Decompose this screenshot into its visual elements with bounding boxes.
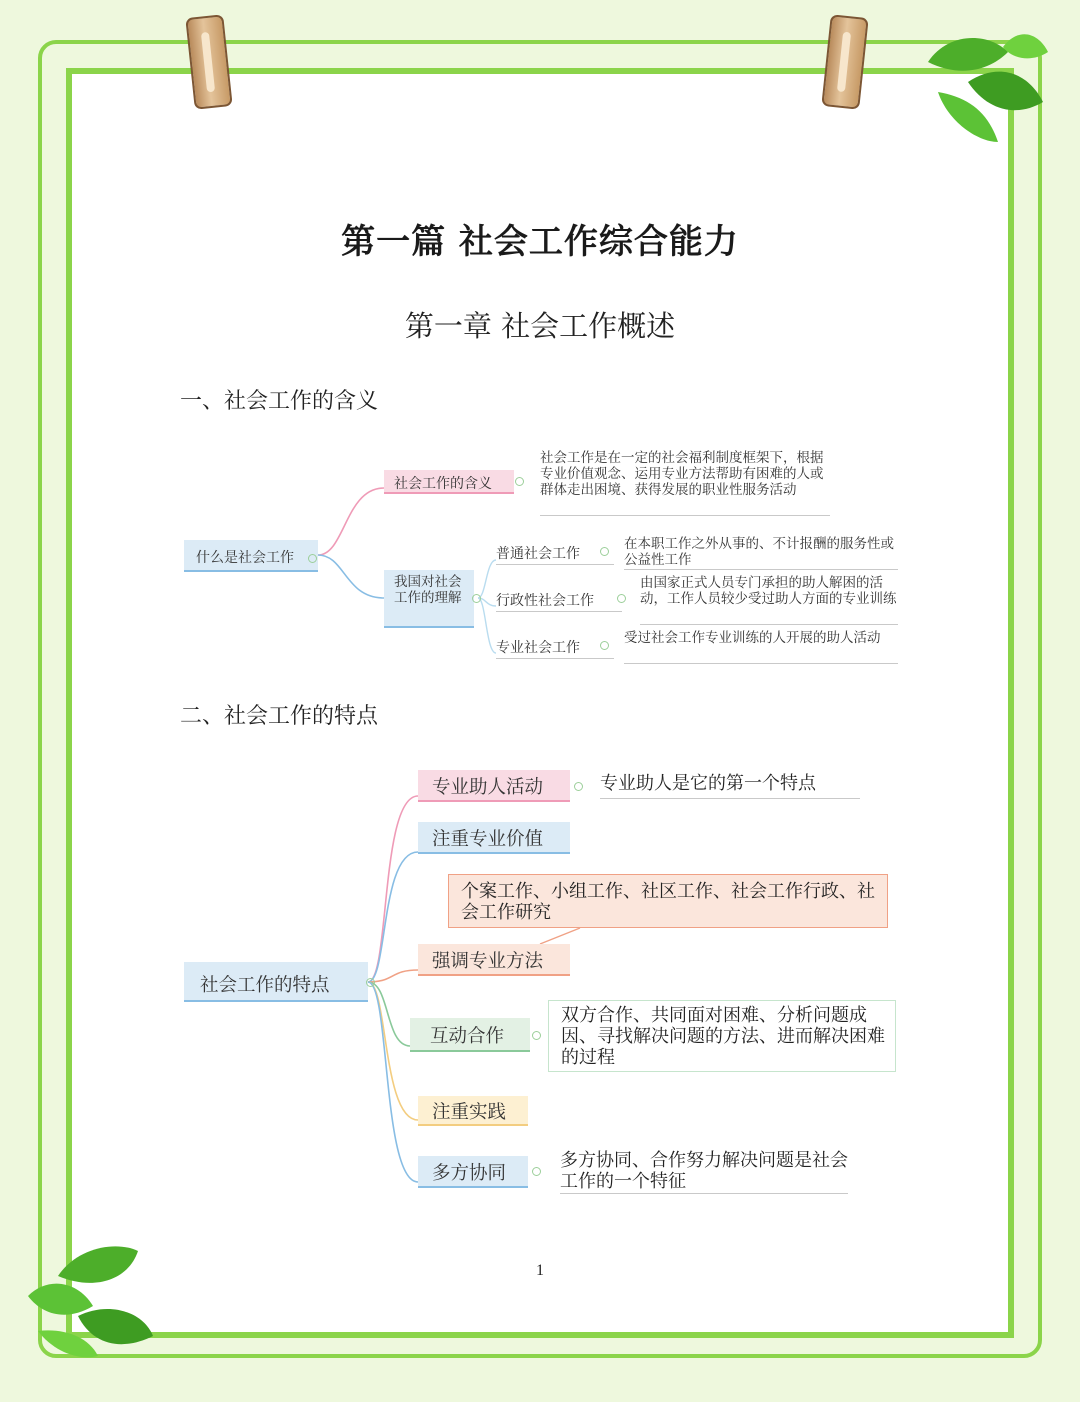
feature-node xyxy=(418,1156,528,1188)
feature-label: 注重实践 xyxy=(432,1102,507,1123)
feature-node xyxy=(410,1018,530,1052)
collapse-dot-icon xyxy=(366,978,375,987)
feature-desc: 多方协同、合作努力解决问题是社会工作的一个特征 xyxy=(560,1150,848,1192)
item-desc: 在本职工作之外从事的、不计报酬的服务性或公益性工作 xyxy=(624,536,898,570)
feature-desc: 专业助人是它的第一个特点 xyxy=(600,773,860,799)
feature-node xyxy=(418,1096,528,1126)
meaning-node xyxy=(384,470,514,494)
page-title: 第一篇 社会工作综合能力 xyxy=(341,222,739,262)
understanding-item xyxy=(496,543,614,565)
collapse-dot-icon xyxy=(472,594,481,603)
feature-label: 互动合作 xyxy=(430,1026,505,1047)
item-label: 行政性社会工作 xyxy=(496,593,594,609)
root-label: 社会工作的特点 xyxy=(200,975,330,996)
meaning-label: 社会工作的含义 xyxy=(394,476,492,492)
page-number: 1 xyxy=(536,1262,544,1279)
mindmap-root-node xyxy=(184,540,318,572)
understanding-item xyxy=(496,637,614,659)
feature-label: 专业助人活动 xyxy=(432,777,544,798)
meaning-desc: 社会工作是在一定的社会福利制度框架下，根据专业价值观念、运用专业方法帮助有困难的人或群体走出困境、获得发展的职业性服务活动 xyxy=(540,450,830,516)
item-desc: 受过社会工作专业训练的人开展的助人活动 xyxy=(624,630,898,664)
root-label: 什么是社会工作 xyxy=(196,550,294,566)
feature-label: 注重专业价值 xyxy=(432,829,544,850)
collapse-dot-icon xyxy=(515,477,524,486)
item-label: 专业社会工作 xyxy=(496,640,580,656)
collapse-dot-icon xyxy=(617,594,626,603)
feature-node xyxy=(418,944,570,976)
understanding-item xyxy=(496,590,622,612)
feature-label: 强调专业方法 xyxy=(432,951,544,972)
mindmap-root-node xyxy=(184,962,368,1002)
item-desc: 由国家正式人员专门承担的助人解困的活动，工作人员较少受过助人方面的专业训练 xyxy=(640,575,898,625)
item-label: 普通社会工作 xyxy=(496,546,580,562)
collapse-dot-icon xyxy=(600,547,609,556)
feature-node xyxy=(418,770,570,802)
understanding-node: 我国对社会工作的理解 xyxy=(384,570,474,628)
section2-heading: 二、社会工作的特点 xyxy=(180,704,379,729)
feature-desc: 双方合作、共同面对困难、分析问题成因、寻找解决问题的方法、进而解决困难的过程 xyxy=(548,1000,896,1072)
collapse-dot-icon xyxy=(532,1031,541,1040)
collapse-dot-icon xyxy=(308,554,317,563)
collapse-dot-icon xyxy=(574,782,583,791)
chapter-title: 第一章 社会工作概述 xyxy=(404,309,676,343)
collapse-dot-icon xyxy=(532,1167,541,1176)
feature-node xyxy=(418,822,570,854)
feature-callout: 个案工作、小组工作、社区工作、社会工作行政、社会工作研究 xyxy=(448,874,888,928)
collapse-dot-icon xyxy=(600,641,609,650)
feature-label: 多方协同 xyxy=(432,1163,507,1184)
section1-heading: 一、社会工作的含义 xyxy=(180,389,379,414)
